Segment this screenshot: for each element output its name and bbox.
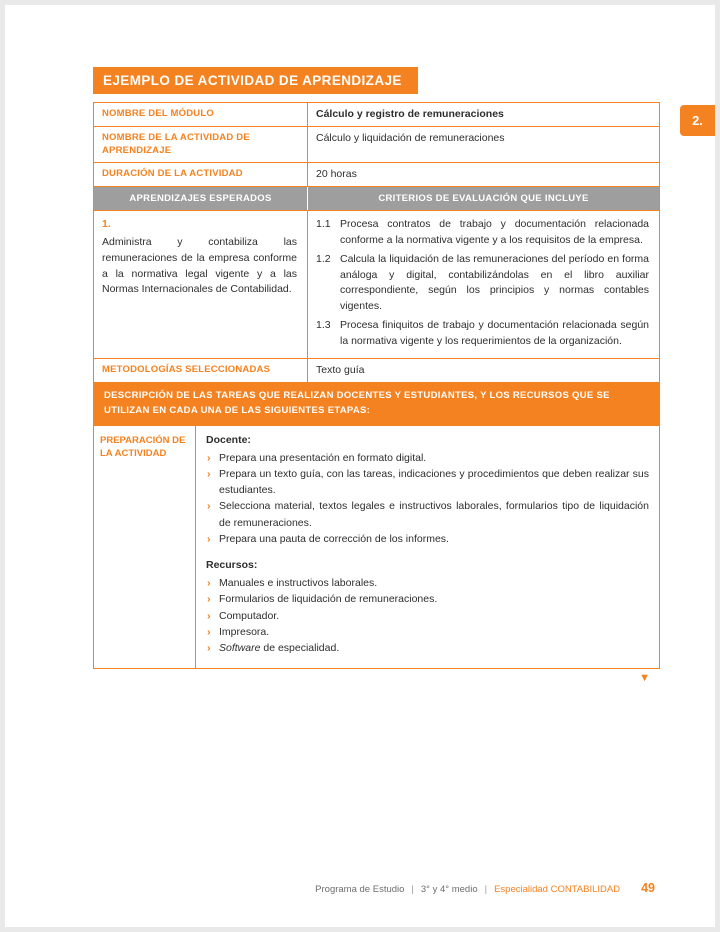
activity-section [93,67,660,684]
list-item: › Impresora. [206,624,649,640]
software-label: Software [219,642,261,655]
list-item: › Prepara un texto guía, con las tareas, indicaciones y procedimientos que deben realizar sus estudiantes. [206,466,649,499]
table-row [94,163,659,187]
column-header-criterios: CRITERIOS DE EVALUACIÓN QUE INCLUYE [308,187,659,210]
criterion-item [316,217,649,249]
footer-grade: 3° y 4° medio [420,884,478,895]
ae-number: 1. [102,218,111,231]
row-label-metodologias: METODOLOGÍAS SELECCIONADAS [94,359,308,382]
page-footer [315,881,655,895]
row-value-duracion: 20 horas [316,168,357,181]
row-label-duracion: DURACIÓN DE LA ACTIVIDAD [94,163,308,186]
software-rest: de especialidad. [260,642,340,655]
activity-table [93,102,660,669]
document-page [5,5,715,927]
continuation-arrow-icon: ▼ [639,672,650,685]
stage-content [196,426,659,669]
list-item: › Selecciona material, textos legales e instructivos laborales, formularios tipo de liquidación de remuneraciones. [206,498,649,531]
list-item: › Prepara una presentación en formato digital. [206,450,649,466]
list-item: › Formularios de liquidación de remuneraciones. [206,591,649,607]
criterion-number: 1.3 [316,318,331,331]
column-header-aprendizajes: APRENDIZAJES ESPERADOS [94,187,308,210]
docente-list [206,450,649,548]
aprendizaje-esperado-cell [94,211,308,358]
footer-divider: | [411,884,414,895]
list-item: › Manuales e instructivos laborales. [206,575,649,591]
section-title: EJEMPLO DE ACTIVIDAD DE APRENDIZAJE [93,67,418,94]
criterion-text: Calcula la liquidación de las remuneraciones del período en forma análoga y digital, contabilizándolas en el libro auxiliar correspondiente, según los principios y normas contables vigentes. [340,252,649,312]
criterios-cell [308,211,659,358]
footer-divider: | [484,884,488,895]
criterion-number: 1.1 [316,218,331,231]
table-row [94,103,659,127]
row-value-metodologias: Texto guía [316,364,365,377]
row-label-actividad: NOMBRE DE LA ACTIVIDAD DE APRENDIZAJE [94,127,308,163]
list-item: › Prepara una pauta de corrección de los informes. [206,531,649,547]
list-item [206,640,649,656]
chapter-side-tab [680,105,715,136]
table-row [94,359,659,383]
criterion-text: Procesa contratos de trabajo y documentación relacionada conforme a la normativa vigente y a los requisitos de la empresa. [340,218,649,246]
chapter-number: 2. [692,113,703,128]
page-number: 49 [641,881,655,895]
criterion-text: Procesa finiquitos de trabajo y documentación relacionada según la normativa vigente y los requerimientos de la organización. [340,318,649,347]
row-value-actividad: Cálculo y liquidación de remuneraciones [316,131,505,144]
table-header-row [94,187,659,211]
recursos-list [206,575,649,656]
stage-label: PREPARACIÓN DE LA ACTIVIDAD [94,426,196,669]
table-row [94,127,659,164]
row-value-modulo: Cálculo y registro de remuneraciones [316,108,504,120]
criterion-item [316,318,649,350]
docente-heading: Docente: [206,433,251,446]
footer-program: Programa de Estudio [315,884,405,895]
row-label-modulo: NOMBRE DEL MÓDULO [94,103,308,126]
table-row [94,426,659,670]
footer-specialty: Especialidad CONTABILIDAD [494,884,621,895]
recursos-heading: Recursos: [206,559,258,572]
criterion-number: 1.2 [316,252,331,265]
ae-text: Administra y contabiliza las remuneraciones de la empresa conforme a la normativa legal vigente y a las Normas Internacionales de Contabilidad. [102,236,297,296]
description-banner: DESCRIPCIÓN DE LAS TAREAS QUE REALIZAN DOCENTES Y ESTUDIANTES, Y LOS RECURSOS QUE SE UTILIZAN EN CADA UNA DE LAS SIGUIENTES ETAPAS: [94,383,659,425]
table-row [94,211,659,359]
criterion-item [316,252,649,315]
list-item: › Computador. [206,608,649,624]
